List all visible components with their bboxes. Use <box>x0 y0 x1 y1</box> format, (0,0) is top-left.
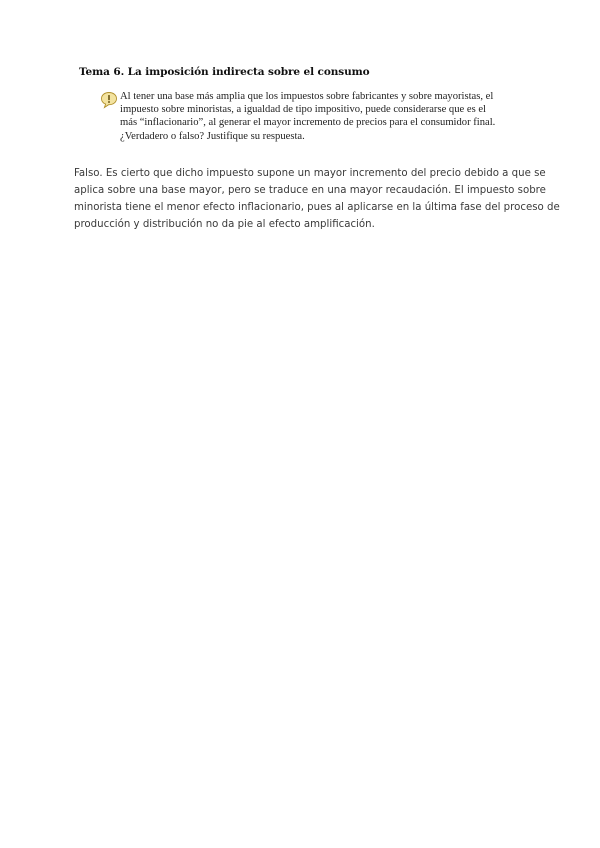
exclamation-bubble-icon <box>100 91 118 109</box>
question-line: ¿Verdadero o falso? Justifique su respuesta. <box>120 130 305 142</box>
question-text <box>120 90 522 143</box>
answer-line: producción y distribución no da pie al efecto amplificación. <box>74 219 375 230</box>
answer-line: Falso. Es cierto que dicho impuesto supone un mayor incremento del precio debido a que se <box>74 168 546 179</box>
answer-line: minorista tiene el menor efecto inflacionario, pues al aplicarse en la última fase del proceso de <box>74 202 560 213</box>
topic-heading: Tema 6. La imposición indirecta sobre el consumo <box>79 66 370 78</box>
question-line: más “inflacionario”, al generar el mayor incremento de precios para el consumidor final. <box>120 117 496 129</box>
question-line: Al tener una base más amplia que los impuestos sobre fabricantes y sobre mayoristas, el <box>120 91 494 102</box>
answer-text <box>74 165 564 233</box>
answer-line: aplica sobre una base mayor, pero se traduce en una mayor recaudación. El impuesto sobre <box>74 185 546 196</box>
question-line: impuesto sobre minoristas, a igualdad de tipo impositivo, puede considerarse que es el <box>120 104 486 116</box>
